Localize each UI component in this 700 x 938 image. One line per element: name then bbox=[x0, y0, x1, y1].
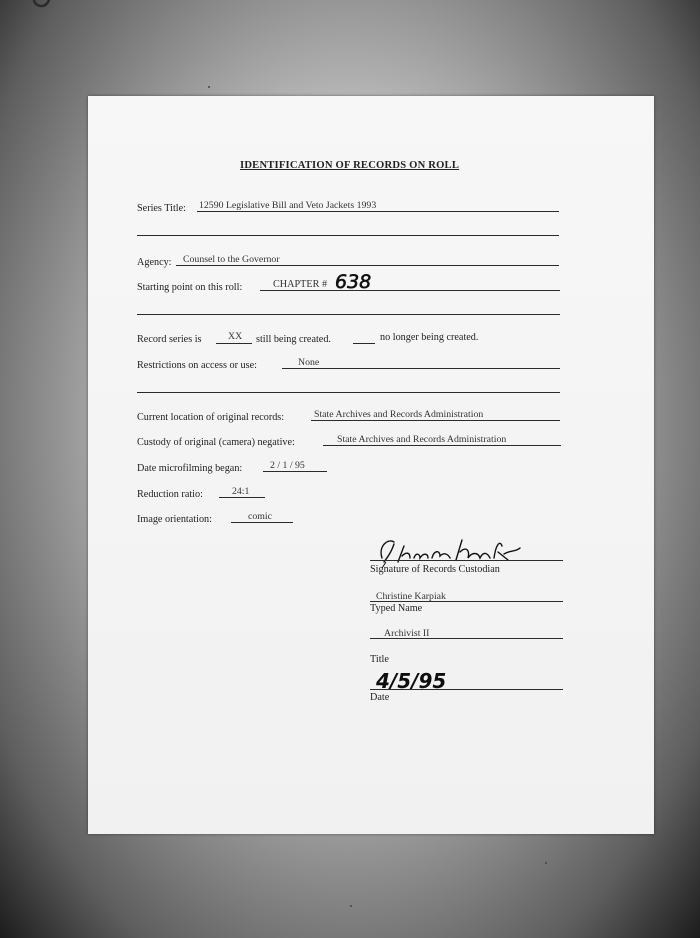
typed-name-value: Christine Karpiak bbox=[376, 591, 446, 602]
date-line bbox=[370, 689, 563, 690]
image-orientation-label: Image orientation: bbox=[137, 514, 212, 525]
series-title-value: 12590 Legislative Bill and Veto Jackets 1993 bbox=[199, 200, 377, 211]
current-location-value: State Archives and Records Administration bbox=[314, 409, 484, 420]
record-series-no-longer-label: no longer being created. bbox=[380, 332, 479, 343]
signature-caption: Signature of Records Custodian bbox=[370, 564, 500, 575]
starting-point-value: CHAPTER # bbox=[273, 279, 328, 290]
agency-value: Counsel to the Governor bbox=[183, 254, 280, 265]
scan-speck bbox=[545, 862, 547, 864]
starting-point-line bbox=[260, 290, 560, 291]
restrictions-line bbox=[282, 368, 560, 369]
restrictions-line-2 bbox=[137, 392, 560, 393]
starting-point-line-2 bbox=[137, 314, 560, 315]
record-series-created-label: still being created. bbox=[256, 334, 331, 345]
typed-name-line bbox=[370, 601, 563, 602]
current-location-label: Current location of original records: bbox=[137, 412, 285, 423]
starting-point-label: Starting point on this roll: bbox=[137, 282, 243, 293]
record-series-created-blank bbox=[216, 343, 252, 344]
records-form-page bbox=[88, 96, 654, 834]
chapter-number-handwritten bbox=[333, 270, 393, 297]
restrictions-label: Restrictions on access or use: bbox=[137, 360, 257, 371]
reduction-ratio-value: 24:1 bbox=[232, 486, 250, 497]
series-title-line bbox=[197, 211, 559, 212]
scan-speck bbox=[208, 86, 210, 88]
series-title-label: Series Title: bbox=[137, 203, 186, 214]
image-orientation-line bbox=[231, 522, 293, 523]
record-series-no-longer-blank bbox=[353, 343, 375, 344]
date-microfilming-line bbox=[263, 471, 327, 472]
custody-value: State Archives and Records Administration bbox=[337, 434, 507, 445]
agency-label: Agency: bbox=[137, 257, 172, 268]
record-series-prefix: Record series is bbox=[137, 334, 202, 345]
corner-ink-mark bbox=[30, 0, 54, 12]
agency-line bbox=[176, 265, 559, 266]
form-title: IDENTIFICATION OF RECORDS ON ROLL bbox=[240, 160, 460, 171]
series-title-line-2 bbox=[137, 235, 559, 236]
date-microfilming-value: 2 / 1 / 95 bbox=[270, 460, 305, 471]
current-location-line bbox=[311, 420, 560, 421]
scan-speck bbox=[350, 905, 352, 907]
reduction-ratio-line bbox=[219, 497, 265, 498]
reduction-ratio-label: Reduction ratio: bbox=[137, 489, 203, 500]
chapter-number-text: 638 bbox=[335, 271, 372, 292]
title-value: Archivist II bbox=[384, 628, 430, 639]
custody-line bbox=[323, 445, 561, 446]
signature-line bbox=[370, 560, 563, 561]
title-line bbox=[370, 638, 563, 639]
restrictions-value: None bbox=[298, 357, 320, 368]
date-caption: Date bbox=[370, 692, 390, 703]
date-handwritten-text: 4/5/95 bbox=[376, 669, 447, 693]
date-microfilming-label: Date microfilming began: bbox=[137, 463, 243, 474]
title-caption: Title bbox=[370, 654, 389, 665]
record-series-created-mark: XX bbox=[228, 331, 243, 342]
custody-label: Custody of original (camera) negative: bbox=[137, 437, 295, 448]
image-orientation-value: comic bbox=[248, 511, 272, 522]
typed-name-caption: Typed Name bbox=[370, 603, 423, 614]
